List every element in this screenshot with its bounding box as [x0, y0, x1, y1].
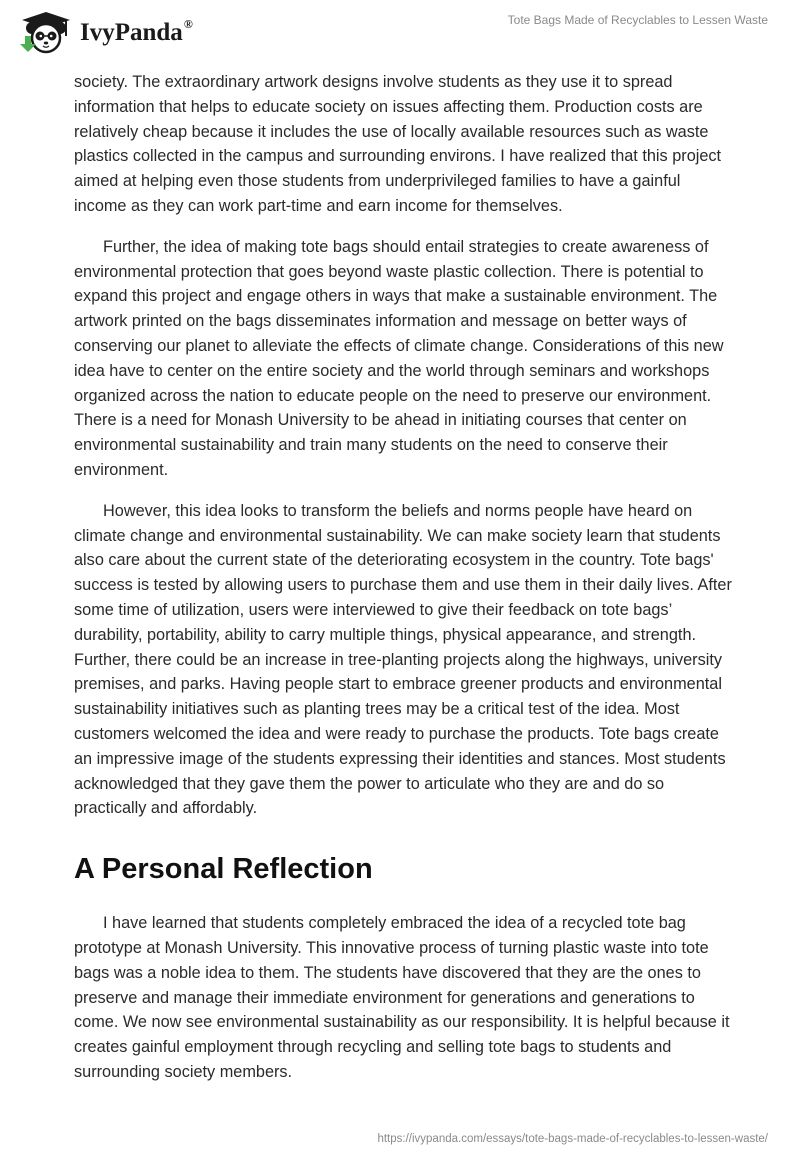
- panda-graduate-logo-icon: [14, 8, 78, 56]
- registered-mark: ®: [183, 17, 193, 31]
- document-title: Tote Bags Made of Recyclables to Lessen Waste: [507, 13, 768, 27]
- essay-body: [74, 70, 734, 1101]
- section-heading: A Personal Reflection: [74, 853, 373, 886]
- brand-name[interactable]: [80, 19, 193, 47]
- paragraph: Further, the idea of making tote bags should entail strategies to create awareness of environmental protection that goes beyond waste plastic collection. There is potential to expand this project and engage others in ways that make a sustainable environment. The artwork printed on the bags disseminates information and message on better ways of conserving our planet to alleviate the effects of climate change. Considerations of this new idea have to center on the entire society and the world through seminars and workshops organized across the nation to educate people on the need to preserve our environment. There is a need for Monash University to be ahead in initiating courses that center on environmental sustainability and train many students on the need to conserve their environment.: [74, 237, 724, 479]
- paragraph: society. The extraordinary artwork designs involve students as they use it to spread information that helps to educate society on issues affecting them. Production costs are relatively cheap because it includes the use of locally available resources such as waste plastics collected in the campus and surrounding environs. I have realized that this project aimed at helping even those students from underprivileged families to have a gainful income as they can work part-time and earn income for themselves.: [74, 73, 722, 215]
- paragraph: I have learned that students completely embraced the idea of a recycled tote bag prototype at Monash University. This innovative process of turning plastic waste into tote bags was a noble idea to them. The students have discovered that they are the ones to preserve and manage their immediate environment for generations and generations to come. We now see environmental sustainability as our responsibility. It is helpful because it creates gainful employment through recycling and selling tote bags to students and surrounding society members.: [74, 914, 730, 1081]
- paragraph: However, this idea looks to transform the beliefs and norms people have heard on climate change and environmental sustainability. We can make society learn that students also care about the current state of the deteriorating ecosystem in the country. Tote bags' success is tested by allowing users to purchase them and use them in their daily lives. After some time of utilization, users were interviewed to give their feedback on tote bags’ durability, portability, ability to carry multiple things, physical appearance, and strength. Further, there could be an increase in tree-planting projects along the highways, university premises, and parks. Having people start to embrace greener products and environmental sustainability initiatives such as planting trees may be a critical test of the idea. Most customers welcomed the idea and were ready to purchase the products. Tote bags create an impressive image of the students expressing their identities and stances. Most students acknowledged that they gave them the power to articulate who they are and do so practically and affordably.: [74, 501, 732, 818]
- page-header: [0, 0, 800, 70]
- brand-text: IvyPanda: [80, 19, 183, 46]
- source-url[interactable]: https://ivypanda.com/essays/tote-bags-made-of-recyclables-to-lessen-waste/: [377, 1133, 768, 1145]
